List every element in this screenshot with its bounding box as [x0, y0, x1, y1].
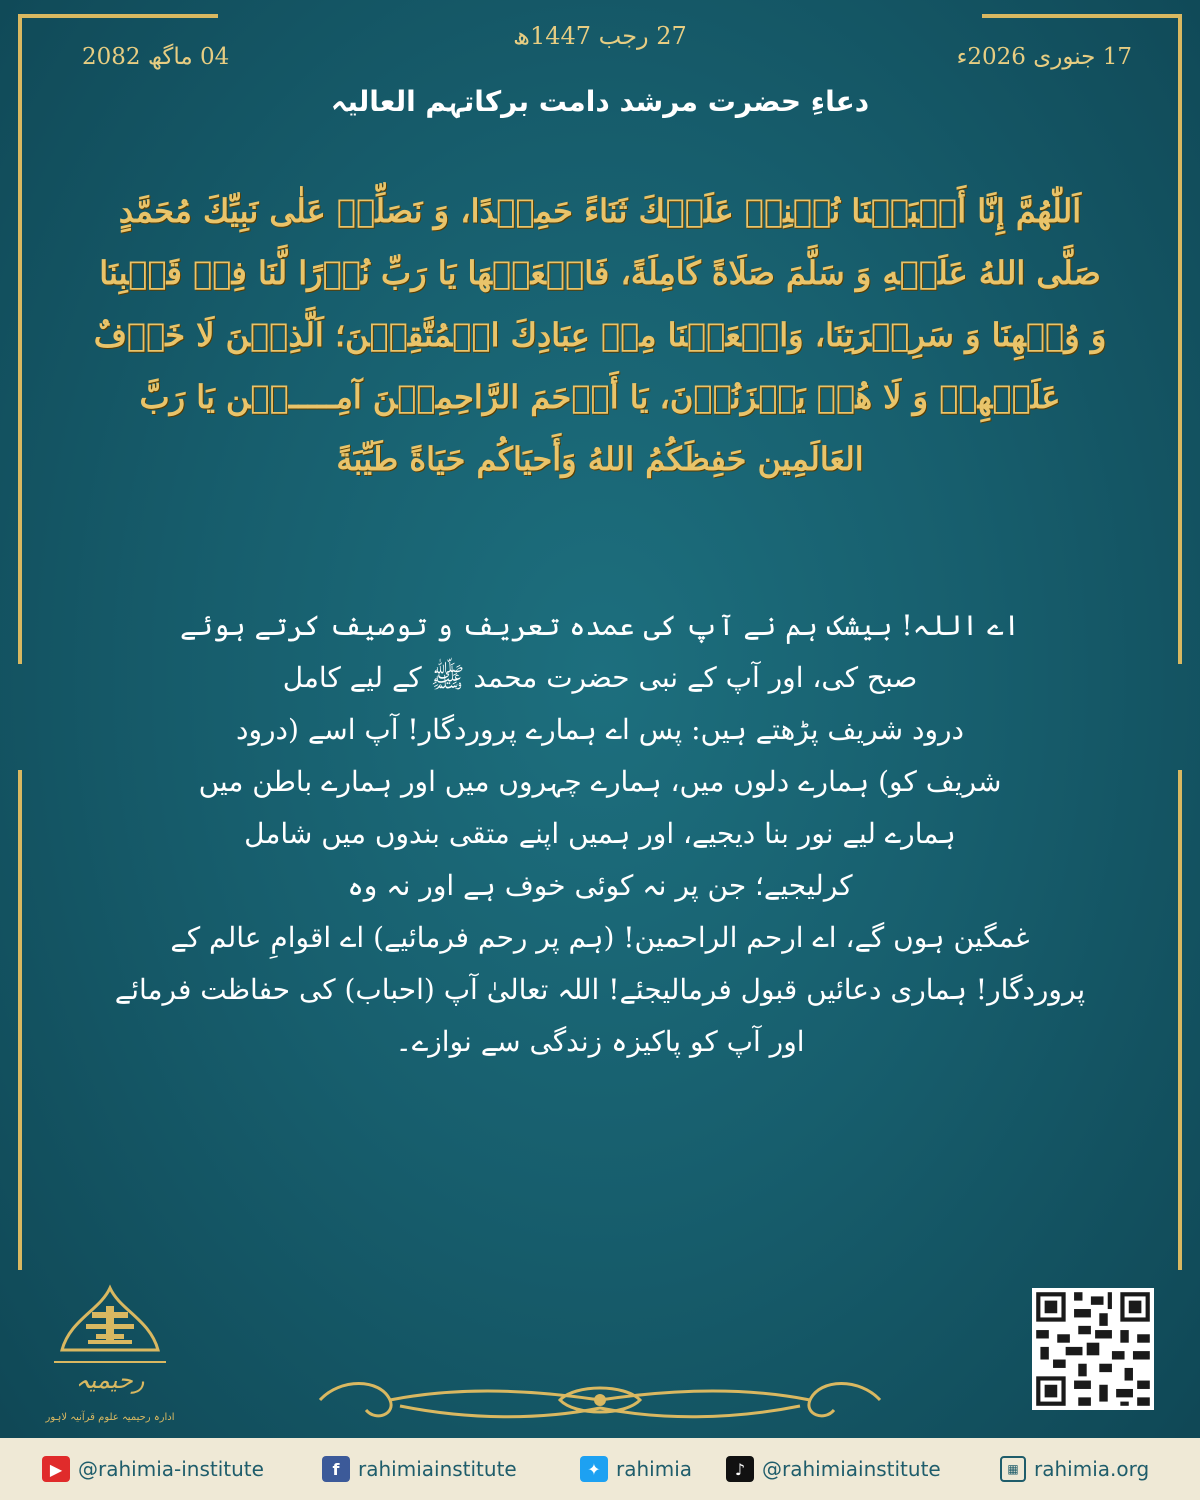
youtube-handle: @rahimia-institute — [78, 1457, 264, 1481]
twitter-icon: ✦ — [580, 1456, 608, 1482]
urdu-translation — [100, 600, 1100, 1068]
translation-line: اور آپ کو پاکیزہ زندگی سے نوازے۔ — [395, 1025, 805, 1058]
facebook-icon: f — [322, 1456, 350, 1482]
frame-top-left — [18, 14, 218, 18]
facebook-link[interactable] — [322, 1455, 517, 1483]
frame-left-lower — [18, 770, 22, 1270]
qr-code[interactable] — [1032, 1288, 1154, 1410]
gregorian-date: 17 جنوری 2026ء — [956, 44, 1132, 70]
page-title: دعاءِ حضرت مرشد دامت برکاتہم العالیہ — [330, 85, 870, 118]
translation-line: اے اللہ! بیشک ہم نے آپ کی عمدہ تعریف و توصیف کرتے ہوئے — [180, 609, 1020, 642]
frame-right-lower — [1178, 770, 1182, 1270]
facebook-handle: rahimiainstitute — [358, 1457, 517, 1481]
translation-line: پروردگار! ہماری دعائیں قبول فرمالیجئے! اللہ تعالیٰ آپ (احباب) کی حفاظت فرمائے — [114, 973, 1086, 1006]
tiktok-handle: @rahimiainstitute — [762, 1457, 941, 1481]
rahimia-logo — [40, 1280, 180, 1440]
dua-arabic-text: اَللّٰهُمَّ إِنَّا أَصۡبَحۡنَا نُثۡنِيۡ عَلَيۡكَ ثَنَاءً حَمِيۡدًا، وَ نَصَلِّيۡ عَلٰى نَبِيِّكَ مُحَمَّدٍ صَلَّى اللهُ عَلَيۡهِ وَ سَلَّمَ صَلَاةً كَامِلَةً، فَاجۡعَلۡهَا يَا رَبِّ نُوۡرًا لَّنَا فِيۡ قَلۡبِنَا وَ وُجۡهِنَا وَ سَرِيۡرَتِنَا، وَاجۡعَلۡنَا مِنۡ عِبَادِكَ الۡمُتَّقِيۡنَ؛ اَلَّذِيۡنَ لَا خَوۡفٌ عَلَيۡهِمۡ وَ لَا هُمۡ يَحۡزَنُوۡنَ، يَا أَرۡحَمَ الرَّاحِمِيۡنَ آمِـــــيۡن يَا رَبَّ العَالَمِين حَفِظَكُمُ اللهُ وَأَحيَاكُم حَيَاةً طَيِّبَةً — [93, 192, 1107, 478]
translation-line: کرلیجیے؛ جن پر نہ کوئی خوف ہے اور نہ وہ — [347, 869, 853, 902]
youtube-icon: ▶ — [42, 1456, 70, 1482]
tiktok-link[interactable] — [726, 1455, 941, 1483]
hijri-date: 27 رجب 1447ھ — [513, 22, 687, 50]
twitter-link[interactable] — [580, 1455, 692, 1483]
svg-text:رحیمیہ: رحیمیہ — [75, 1366, 145, 1394]
translation-line: صبح کی، اور آپ کے نبی حضرت محمد ﷺ کے لیے کامل — [282, 661, 918, 694]
web-qr-icon: ▦ — [1000, 1456, 1026, 1482]
bikrami-date: 04 ماگھ 2082 — [82, 44, 230, 70]
translation-line: درود شریف پڑھتے ہیں: پس اے ہمارے پروردگار! آپ اسے (درود — [236, 713, 964, 746]
gold-ornament — [300, 1370, 900, 1430]
translation-line: ہمارے لیے نور بنا دیجیے، اور ہمیں اپنے متقی بندوں میں شامل — [244, 817, 956, 850]
website-link[interactable] — [1000, 1455, 1149, 1483]
tiktok-icon: ♪ — [726, 1456, 754, 1482]
translation-line: شریف کو) ہمارے دلوں میں، ہمارے چہروں میں اور ہمارے باطن میں — [198, 765, 1002, 798]
twitter-handle: rahimia — [616, 1457, 693, 1481]
website-url: rahimia.org — [1034, 1457, 1150, 1481]
svg-text:ادارہ رحیمیہ علوم قرآنیہ لاہور: ادارہ رحیمیہ علوم قرآنیہ لاہور — [45, 1412, 175, 1423]
youtube-link[interactable] — [42, 1455, 264, 1483]
frame-top-right — [982, 14, 1182, 18]
translation-line: غمگین ہوں گے، اے ارحم الراحمین! (ہم پر رحم فرمائیے) اے اقوامِ عالم کے — [170, 921, 1030, 954]
